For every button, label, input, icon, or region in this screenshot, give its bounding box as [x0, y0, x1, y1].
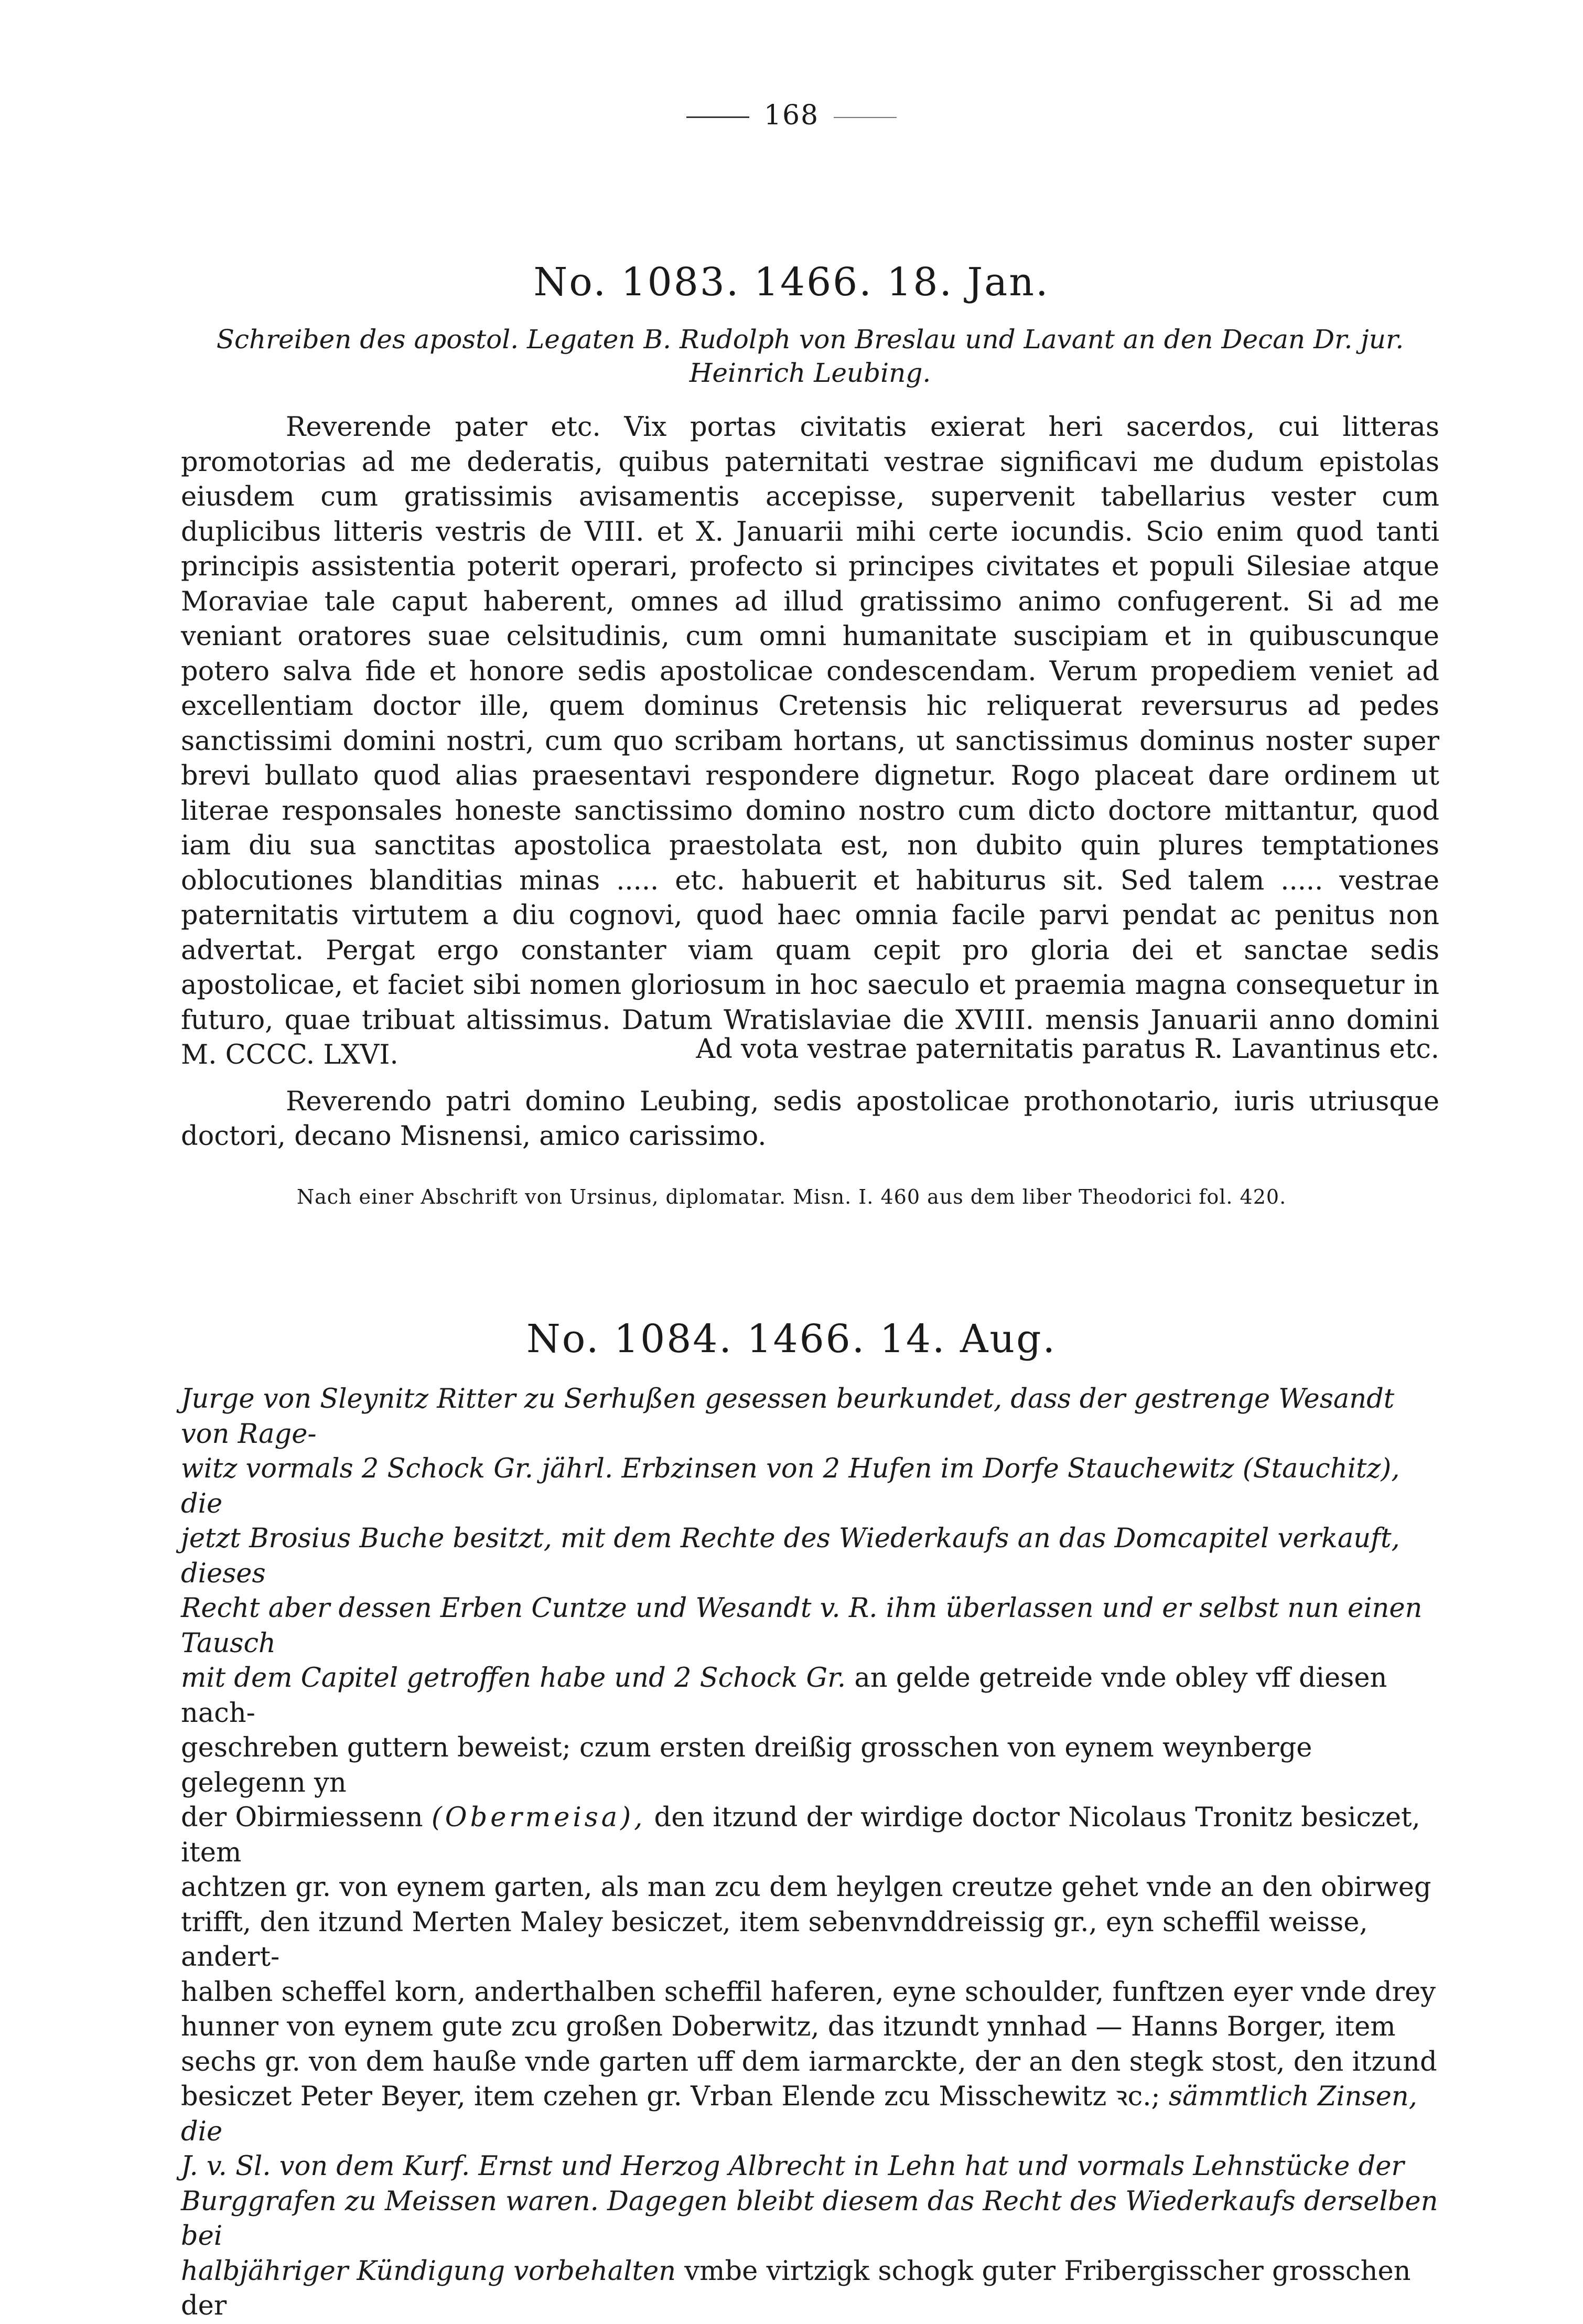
- address-text: Reverendo patri domino Leubing, sedis apostolicae prothonotario, iuris utriusque doctori, decano Misnensi, amico carissimo.: [181, 1086, 1439, 1152]
- entry-heading: No. 1083. 1466. 18. Jan.: [533, 260, 1050, 305]
- body-line: geschreben guttern beweist; czum ersten dreißig grosschen von eynem weynberge gelegenn yn: [181, 1732, 1312, 1798]
- body-line: achtzen gr. von eynem garten, als man zcu dem heylgen creutze gehet vnde an den obirweg: [181, 1872, 1431, 1903]
- body-line: sechs gr. von dem hauße vnde garten uff dem iarmarckte, der an den stegk stost, den itzund: [181, 2046, 1437, 2077]
- source-note: Nach einer Abschrift von Ursinus, diplomatar. Misn. I. 460 aus dem liber Theodorici fol. 420.: [296, 1185, 1287, 1208]
- place-name: (Obermeisa),: [431, 1802, 646, 1833]
- body-line: besiczet Peter Beyer, item czehen gr. Vrban Elende zcu Misschewitz ꝛc.;: [181, 2081, 1160, 2112]
- body-line: halben scheffel korn, anderthalben scheffil haferen, eyne schoulder, funftzen eyer vnde drey: [181, 1976, 1436, 2008]
- summary-line: Jurge von Sleynitz Ritter zu Serhußen gesessen beurkundet, dass der gestrenge Wesandt von Rage-: [181, 1384, 1395, 1450]
- entry-body: [181, 1382, 1439, 2324]
- letter-closing: Ad vota vestrae paternitatis paratus R. Lavantinus etc.: [696, 1034, 1439, 1065]
- summary-line: mit dem Capitel getroffen habe und 2 Schock Gr.: [181, 1663, 846, 1694]
- letter-text: Reverende pater etc. Vix portas civitatis exierat heri sacerdos, cui litteras promotorias ad me dederatis, quibus paternitati vestrae significavi me dudum epistolas eiusdem cum gratissimis avisamentis accepisse, supervenit tabellarius vester cum duplicibus litteris vestris de VIII. et X. Januarii mihi certe iocundis. Scio enim quod tanti principis assistentia poterit operari, profecto si principes civitates et populi Silesiae atque Moraviae tale caput haberent, omnes ad illud gratissimo animo confugerent. Si ad me veniant oratores suae celsitudinis, cum omni humanitate suscipiam et in quibuscunque potero salva fide et honore sedis apostolicae condescendam. Verum propediem veniet ad excellentiam doctor ille, quem dominus Cretensis hic reliquerat reversurus ad pedes sanctissimi domini nostri, cum quo scribam hortans, ut sanctissimus dominus noster super brevi bullato quod alias praesentavi respondere dignetur. Rogo placeat dare ordinem ut literae responsales honeste sanctissimo domino nostro cum dicto doctore mittantur, quod iam diu sua sanctitas apostolica praestolata est, non dubito quin plures temptationes oblocutiones blanditias minas ..... etc. habuerit et habiturus sit. Sed talem ..... vestrae paternitatis virtutem a diu cognovi, quod haec omnia facile parvi pendat ac penitus non advertat. Pergat ergo constanter viam quam cepit pro gloria dei et sanctae sedis apostolicae, et faciet sibi nomen gloriosum in hoc saeculo et praemia magna consequetur in futuro, quae tribuat altissimus. Datum Wratislaviae die XVIII. mensis Januarii anno domini M. CCCC. LXVI.: [181, 412, 1439, 1070]
- body-line: an gelde getreide vnde obley vff diesen nach-: [181, 1663, 1387, 1729]
- body-line: hunner von eynem gute zcu großen Doberwitz, das itzundt ynnhad — Hanns Borger, item: [181, 2011, 1396, 2042]
- mixed-line: [181, 2254, 1439, 2324]
- summary-line: Recht aber dessen Erben Cuntze und Wesandt v. R. ihm überlassen und er selbst nun einen Tausch: [181, 1593, 1423, 1659]
- body-line: vmbe virtzigk schogk guter Fribergisscher grosschen der: [181, 2255, 1411, 2321]
- summary-line: Burggrafen zu Meissen waren. Dagegen bleibt diesem das Recht des Wiederkaufs derselben bei: [181, 2186, 1438, 2252]
- body-line: trifft, den itzund Merten Maley besiczet, item sebenvnddreissig gr., eyn scheffil weisse, andert-: [181, 1907, 1368, 1973]
- mixed-line: [181, 1801, 1439, 1870]
- summary-line: J. v. Sl. von dem Kurf. Ernst und Herzog Albrecht in Lehn hat und vormals Lehnstücke der: [181, 2151, 1404, 2182]
- header-rule-left: [686, 116, 749, 118]
- entry-body: [181, 410, 1439, 1073]
- mixed-line: [181, 1661, 1439, 1731]
- summary-line: jetzt Brosius Buche besitzt, mit dem Rechte des Wiederkaufs an das Domcapitel verkauft, dieses: [181, 1523, 1400, 1589]
- letter-address: [181, 1085, 1439, 1154]
- entry-heading: No. 1084. 1466. 14. Aug.: [526, 1316, 1057, 1362]
- summary-line: witz vormals 2 Schock Gr. jährl. Erbzinsen von 2 Hufen im Dorfe Stauchewitz (Stauchitz), die: [181, 1453, 1400, 1519]
- body-line: der Obirmiessenn: [181, 1802, 423, 1833]
- page-header: [0, 100, 1583, 131]
- page-number: 168: [763, 100, 820, 131]
- summary-line: sämmtlich Zinsen, die: [181, 2081, 1417, 2147]
- mixed-line: [181, 2080, 1439, 2149]
- entry-summary: Schreiben des apostol. Legaten B. Rudolph von Breslau und Lavant an den Decan Dr. jur. Heinrich Leubing.: [216, 324, 1404, 388]
- header-rule-right: [834, 117, 897, 118]
- body-line: den itzund der wirdige doctor Nicolaus Tronitz besiczet, item: [181, 1802, 1420, 1868]
- summary-line: halbjähriger Kündigung vorbehalten: [181, 2255, 676, 2287]
